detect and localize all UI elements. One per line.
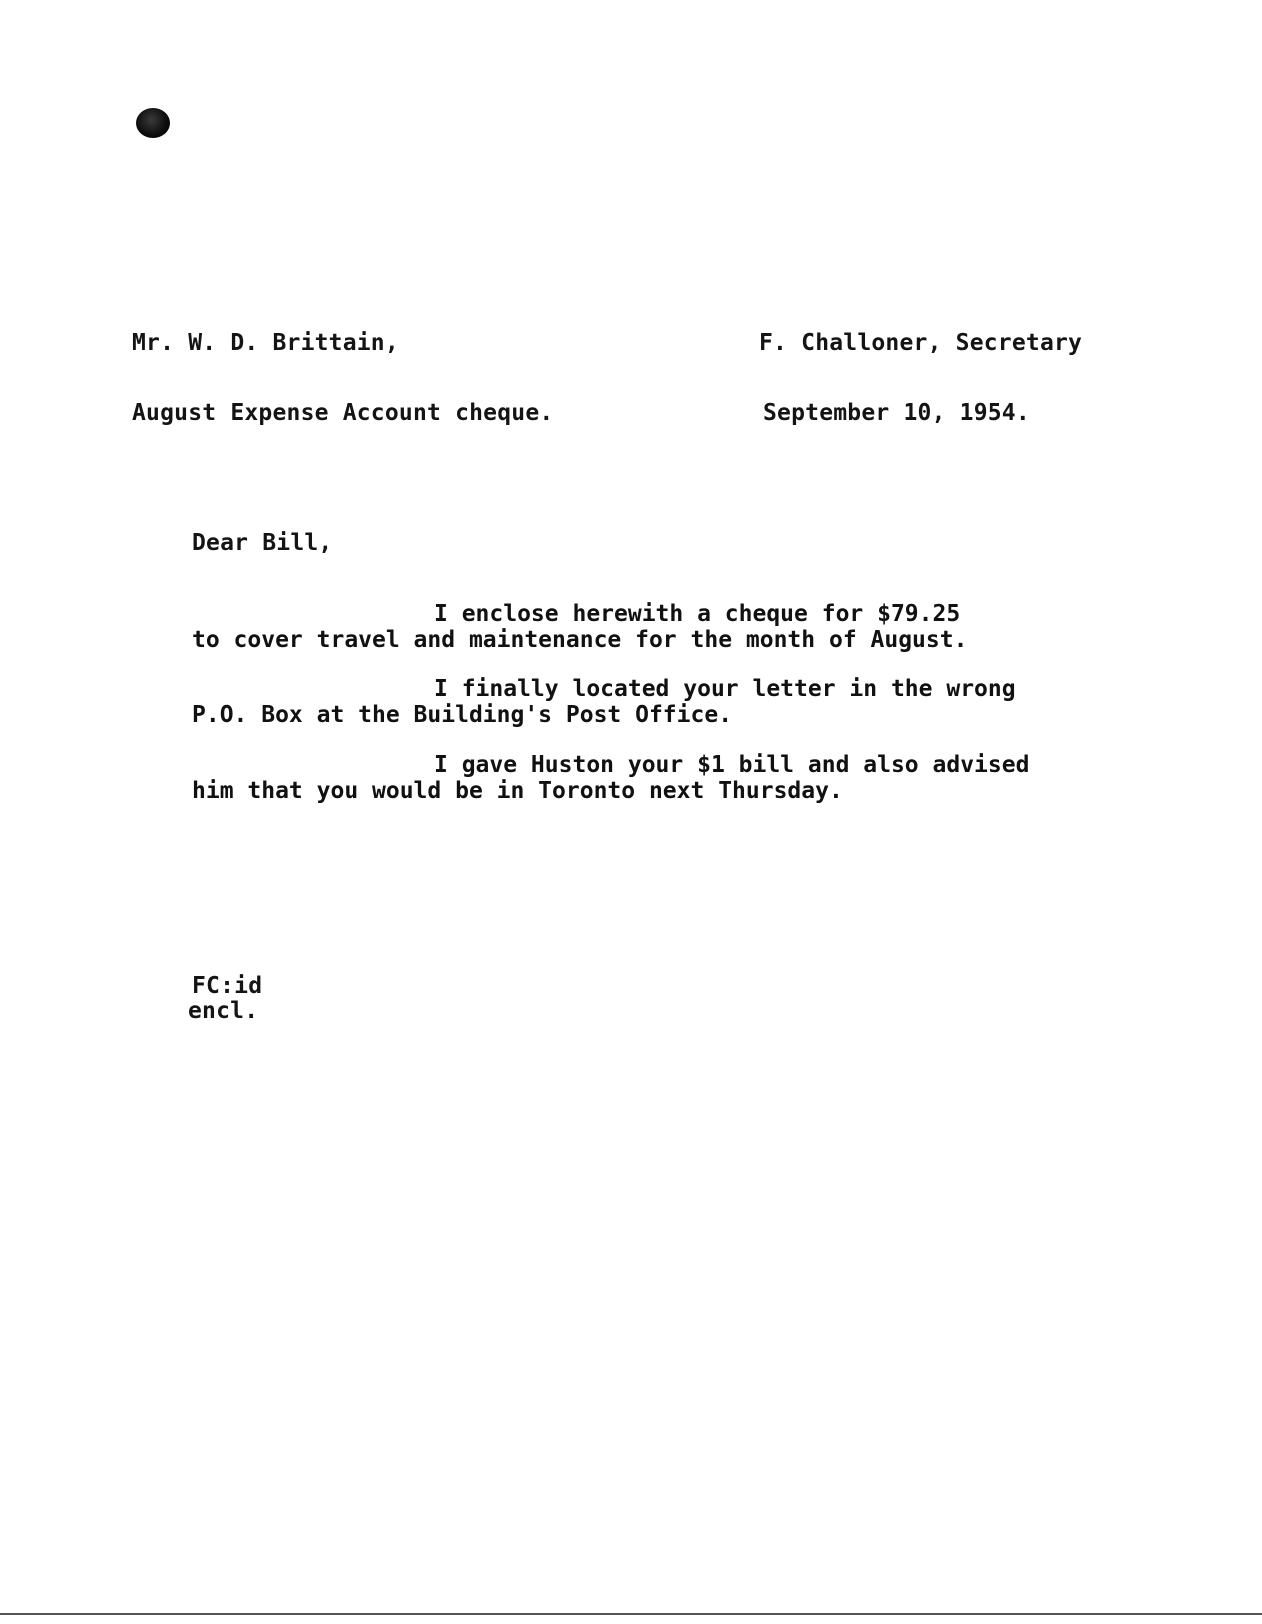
paragraph-1-line-1: I enclose herewith a cheque for $79.25 (434, 601, 961, 627)
paragraph-2 (192, 676, 1092, 728)
paragraph-1 (192, 601, 1092, 653)
reference-initials: FC:id (192, 973, 263, 999)
memo-subject: August Expense Account cheque. (132, 400, 554, 426)
memo-date: September 10, 1954. (763, 400, 1030, 426)
paragraph-3-line-1: I gave Huston your $1 bill and also advised (434, 752, 1030, 778)
memo-to: Mr. W. D. Brittain, (132, 330, 399, 356)
paragraph-3 (192, 752, 1092, 804)
enclosure-note: encl. (188, 998, 259, 1024)
memo-from: F. Challoner, Secretary (759, 330, 1083, 356)
paragraph-2-line-2: P.O. Box at the Building's Post Office. (192, 702, 733, 728)
scan-bottom-edge (0, 1613, 1262, 1615)
paragraph-1-line-2: to cover travel and maintenance for the month of August. (192, 627, 968, 653)
punch-hole-mark (136, 108, 170, 138)
salutation: Dear Bill, (192, 530, 333, 556)
paragraph-2-line-1: I finally located your letter in the wrong (434, 676, 1016, 702)
paragraph-3-line-2: him that you would be in Toronto next Thursday. (192, 778, 843, 804)
